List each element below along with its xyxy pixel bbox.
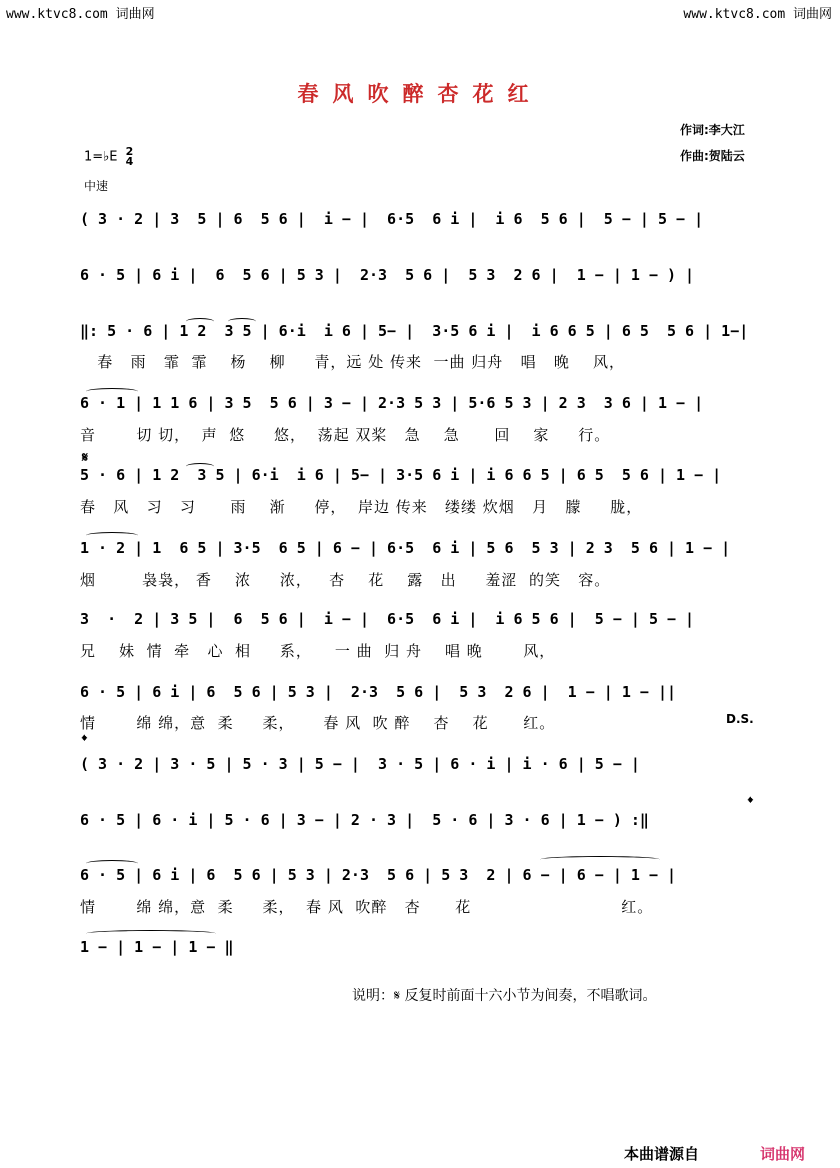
notation-row-8: 6 · 5 | 6 i | 6 5 6 | 5 3 | 2·3 5 6 | 5 3 2 6 | 1 − | 1 − ||	[80, 683, 677, 701]
explanation-note: 说明：𝄋 反复时前面十六小节为间奏，不唱歌词。	[352, 988, 657, 1004]
lyrics-row-7: 兄 妹 情 牵 心 相 系， 一 曲 归 舟 唱 晚 风，	[80, 642, 556, 660]
tempo-marking: 中速	[84, 179, 109, 193]
time-bottom: 4	[125, 155, 134, 168]
notation-row-7: 3 · 2 | 3 5 | 6 5 6 | i − | 6·5 6 i | i 6 5 6 | 5 − | 5 − |	[80, 610, 695, 628]
slur-arc	[86, 930, 216, 937]
footer-site-logo: 词曲网	[760, 1145, 806, 1163]
song-title: 春风吹醉杏花红	[297, 81, 543, 106]
slur-arc	[86, 388, 138, 395]
notation-row-12: 1 − | 1 − | 1 − ‖	[80, 938, 234, 956]
notation-row-11: 6 · 5 | 6 i | 6 5 6 | 5 3 | 2·3 5 6 | 5 3 2 | 6 − | 6 − | 1 − |	[80, 866, 677, 884]
coda-mark: 𝄌	[82, 733, 87, 749]
lyricist-credit: 作词:李大江	[680, 123, 745, 137]
lyrics-row-11: 情 绵 绵，意 柔 柔， 春 风 吹醉 杏 花 红。	[80, 898, 654, 916]
notation-row-9: ( 3 · 2 | 3 · 5 | 5 · 3 | 5 − | 3 · 5 | 6 · i | i · 6 | 5 − |	[80, 755, 640, 773]
time-signature	[126, 147, 134, 167]
ds-mark: D.S.	[726, 712, 754, 726]
watermark-right: www.ktvc8.com 词曲网	[683, 7, 832, 22]
slur-arc	[186, 463, 214, 470]
notation-row-3: ‖: 5 · 6 | 1 2 3 5 | 6·i i 6 | 5− | 3·5 6 i | i 6 6 5 | 6 5 5 6 | 1−|	[80, 322, 749, 340]
notation-row-1: ( 3 · 2 | 3 5 | 6 5 6 | i − | 6·5 6 i | i 6 5 6 | 5 − | 5 − |	[80, 210, 704, 228]
key-label: 1=♭E	[84, 149, 118, 165]
notation-row-2: 6 · 5 | 6 i | 6 5 6 | 5 3 | 2·3 5 6 | 5 3 2 6 | 1 − | 1 − ) |	[80, 266, 695, 284]
lyrics-row-5: 春 风 习 习 雨 渐 停， 岸边 传来 缕缕 炊烟 月 朦 胧，	[80, 498, 643, 516]
footer-source-label: 本曲谱源自	[624, 1145, 700, 1163]
coda-mark-end: 𝄌	[748, 795, 753, 811]
time-top: 2	[125, 145, 134, 158]
key-signature	[84, 147, 133, 167]
notation-row-10: 6 · 5 | 6 · i | 5 · 6 | 3 − | 2 · 3 | 5 · 6 | 3 · 6 | 1 − ) :‖	[80, 811, 649, 829]
slur-arc	[86, 532, 138, 539]
notation-row-5: 5 · 6 | 1 2 3 5 | 6·i i 6 | 5− | 3·5 6 i | i 6 6 5 | 6 5 5 6 | 1 − |	[80, 466, 722, 484]
segno-mark: 𝄋	[82, 450, 89, 466]
notation-row-6: 1 · 2 | 1 6 5 | 3·5 6 5 | 6 − | 6·5 6 i | 5 6 5 3 | 2 3 5 6 | 1 − |	[80, 539, 731, 557]
notation-row-4: 6 · 1 | 1 1 6 | 3 5 5 6 | 3 − | 2·3 5 3 | 5·6 5 3 | 2 3 3 6 | 1 − |	[80, 394, 704, 412]
slur-arc	[86, 860, 138, 867]
watermark-left: www.ktvc8.com 词曲网	[6, 7, 155, 22]
slur-arc	[228, 318, 256, 325]
lyrics-row-8: 情 绵 绵，意 柔 柔， 春 风 吹 醉 杏 花 红。	[80, 714, 556, 732]
slur-arc	[540, 856, 660, 863]
lyrics-row-4: 音 切 切， 声 悠 悠， 荡起 双桨 急 急 回 家 行。	[80, 426, 611, 444]
slur-arc	[186, 318, 214, 325]
lyrics-row-3: 春 雨 霏 霏 杨 柳 青，远 处 传来 一曲 归舟 唱 晚 风，	[80, 353, 625, 371]
lyrics-row-6: 烟 袅袅， 香 浓 浓， 杏 花 露 出 羞涩 的笑 容。	[80, 571, 611, 589]
composer-credit: 作曲:贺陆云	[680, 149, 745, 163]
